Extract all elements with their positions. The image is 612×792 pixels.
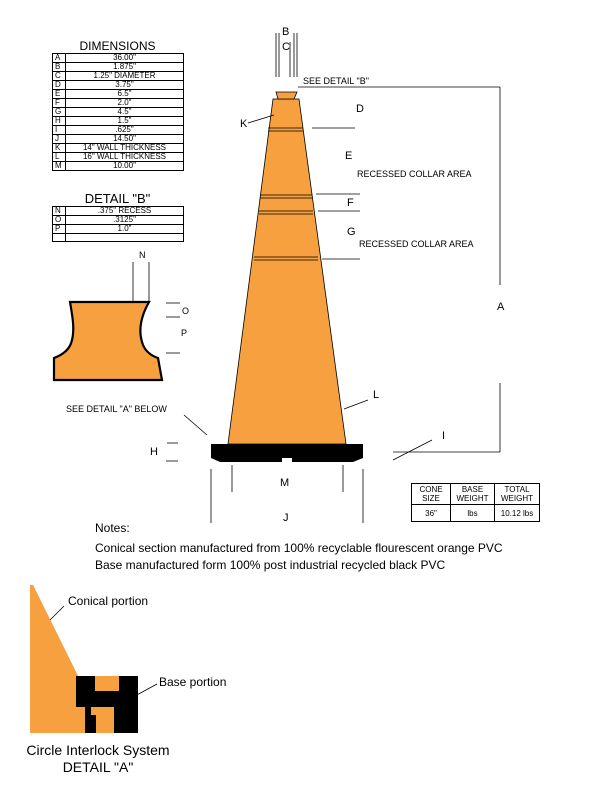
detail-b-key [53,234,66,242]
label-n: N [139,250,146,260]
dimension-value: 1.25" DIAMETER [66,72,184,81]
dimension-key: C [53,72,66,81]
dimension-value: 1.5" [66,117,184,126]
label-h: H [150,446,158,458]
weight-table-header-row [412,484,540,505]
label-l: L [373,389,380,401]
see-detail-a-label: SEE DETAIL "A" BELOW [66,404,167,414]
label-j: J [283,512,289,524]
detail-b-key: P [53,225,66,234]
label-a: A [497,301,505,313]
label-c: C [282,41,290,53]
detail-b-value [66,234,184,242]
dimension-key: I [53,126,66,135]
notes-line-1: Conical section manufactured from 100% recyclable flourescent orange PVC [95,541,503,555]
detail-a-caption-1: Circle Interlock System [26,742,170,758]
value-cone-size: 36" [412,505,451,522]
notes-heading: Notes: [95,521,130,535]
dimension-key: D [53,81,66,90]
header-base-weight: BASE WEIGHT [451,484,495,505]
label-m: M [280,477,290,489]
value-base-weight: lbs [451,505,495,522]
dimension-key: F [53,99,66,108]
dimension-value: 4.5" [66,108,184,117]
dimensions-title: DIMENSIONS [79,39,156,53]
detail-b-table [52,206,184,242]
dimension-value: 16" WALL THICKNESS [66,153,184,162]
dimension-value: 3.75" [66,81,184,90]
label-e: E [345,150,353,162]
detail-b-row [53,234,184,242]
dimension-value: 36.00" [66,54,184,63]
detail-b-row [53,225,184,234]
detail-b-title: DETAIL "B" [84,191,151,206]
notes-line-2: Base manufactured form 100% post industrial recycled black PVC [95,558,446,572]
dimension-key: A [53,54,66,63]
conical-portion-label: Conical portion [68,594,149,608]
label-k: K [240,118,248,130]
dimensions-table [52,53,184,171]
dimension-value: 1.875" [66,63,184,72]
detail-b-value: .375" RECESS [66,207,184,216]
collar-area-2-label: RECESSED COLLAR AREA [359,239,474,249]
base-portion-label: Base portion [159,675,227,689]
dimension-key: L [53,153,66,162]
cone-body [228,92,346,444]
value-total-weight: 10.12 lbs [495,505,540,522]
dimension-value: .625" [66,126,184,135]
dimension-key: K [53,144,66,153]
header-cone-size: CONE SIZE [412,484,451,505]
weight-table-value-row [412,505,540,522]
dimension-value: 2.0" [66,99,184,108]
label-o: O [182,306,190,316]
label-g: G [347,226,356,238]
detail-b-key: O [53,216,66,225]
see-detail-b-label: SEE DETAIL "B" [303,76,369,86]
dimension-key: H [53,117,66,126]
label-b: B [282,26,290,38]
label-d: D [356,103,364,115]
cone-base [211,444,363,462]
label-f: F [347,197,354,209]
top-dimension-lines [276,33,297,77]
detail-b-key: N [53,207,66,216]
header-total-weight: TOTAL WEIGHT [495,484,540,505]
dimension-key: E [53,90,66,99]
detail-b-value: .3125" [66,216,184,225]
dimension-value: 6.5" [66,90,184,99]
dimension-value: 14.50" [66,135,184,144]
weight-table [411,483,540,522]
dimension-value: 10.00" [66,162,184,171]
label-i: I [442,430,446,442]
dimension-row [53,162,184,171]
dimension-key: J [53,135,66,144]
detail-b-value: 1.0" [66,225,184,234]
dimension-key: B [53,63,66,72]
dimension-key: G [53,108,66,117]
dimension-key: M [53,162,66,171]
label-p: P [181,328,188,338]
detail-a-caption-2: DETAIL "A" [62,759,134,775]
dimension-value: 14" WALL THICKNESS [66,144,184,153]
collar-area-1-label: RECESSED COLLAR AREA [357,169,472,179]
detail-b-section [54,262,180,380]
